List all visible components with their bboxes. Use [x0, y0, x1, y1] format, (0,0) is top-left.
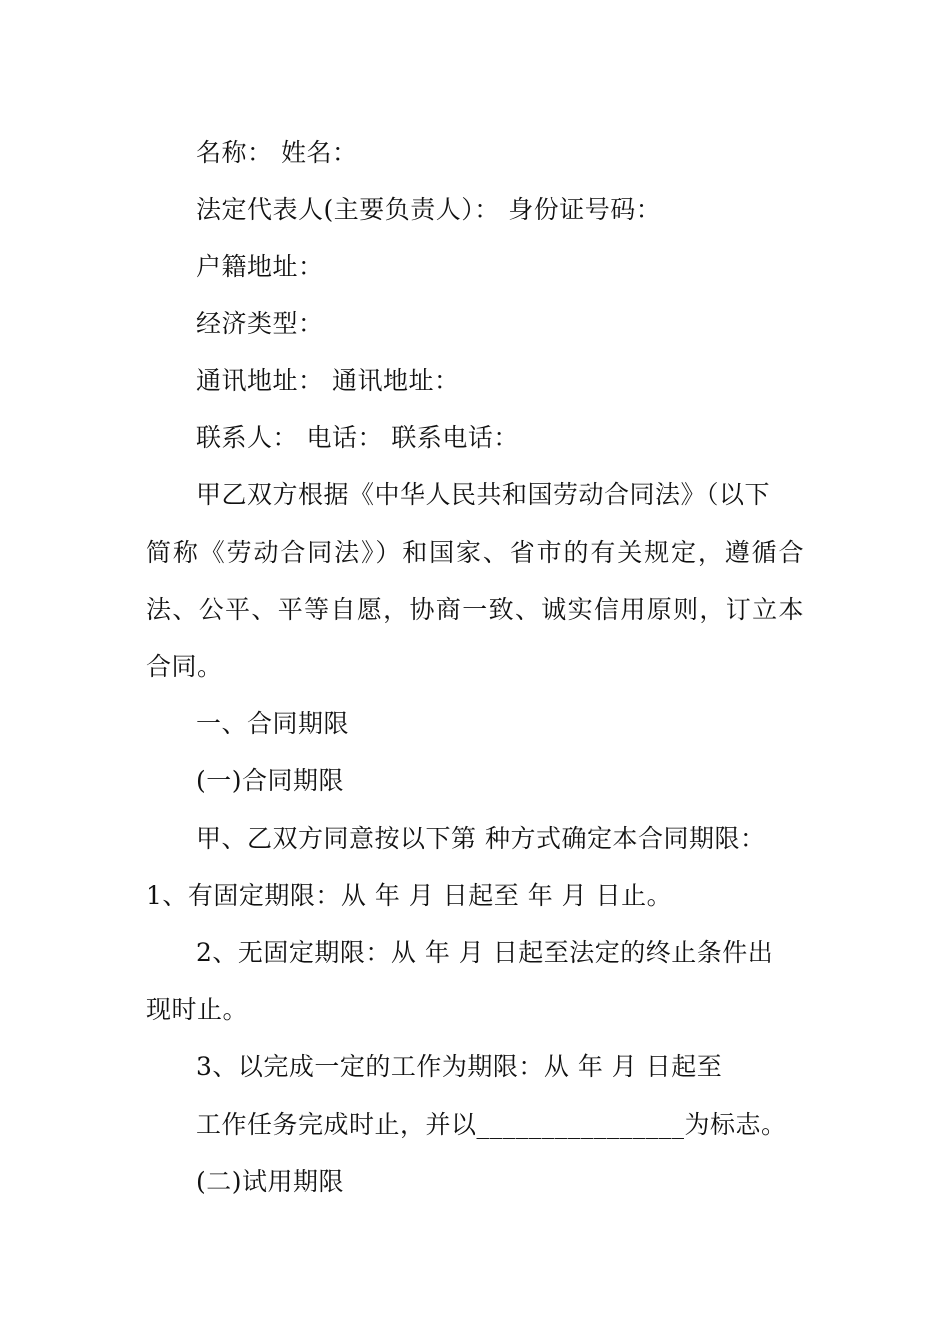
- preamble-line-2: 简称《劳动合同法》）和国家、省市的有关规定，遵循合: [146, 538, 804, 567]
- fixed-term-option: 1、有固定期限：从 年 月 日起至 年 月 日止。: [146, 881, 673, 910]
- preamble-line-3: 法、公平、平等自愿，协商一致、诚实信用原则，订立本: [146, 595, 804, 624]
- open-term-option-line-1: 2、无固定期限：从 年 月 日起至法定的终止条件出: [196, 938, 774, 967]
- mailing-address-line: 通讯地址： 通讯地址：: [196, 366, 460, 395]
- task-term-option-line-2: 工作任务完成时止，并以________________为标志。: [196, 1110, 787, 1139]
- subsection-heading-contract-term: (一)合同期限: [196, 766, 345, 795]
- household-address-line: 户籍地址：: [196, 252, 324, 281]
- subsection-heading-probation: (二)试用期限: [196, 1167, 345, 1196]
- open-term-option-line-2: 现时止。: [146, 995, 249, 1024]
- term-method-line: 甲、乙双方同意按以下第 种方式确定本合同期限：: [196, 824, 766, 853]
- contact-line: 联系人： 电话： 联系电话：: [196, 423, 519, 452]
- task-term-option-line-1: 3、以完成一定的工作为期限：从 年 月 日起至: [196, 1052, 723, 1081]
- legal-representative-line: 法定代表人(主要负责人）： 身份证号码：: [196, 195, 662, 224]
- section-heading-contract-term: 一、合同期限: [196, 709, 350, 738]
- preamble-line-1: 甲乙双方根据《中华人民共和国劳动合同法》（以下: [196, 480, 771, 509]
- preamble-line-4: 合同。: [146, 652, 223, 681]
- party-name-line: 名称： 姓名：: [196, 138, 358, 167]
- economic-type-line: 经济类型：: [196, 309, 324, 338]
